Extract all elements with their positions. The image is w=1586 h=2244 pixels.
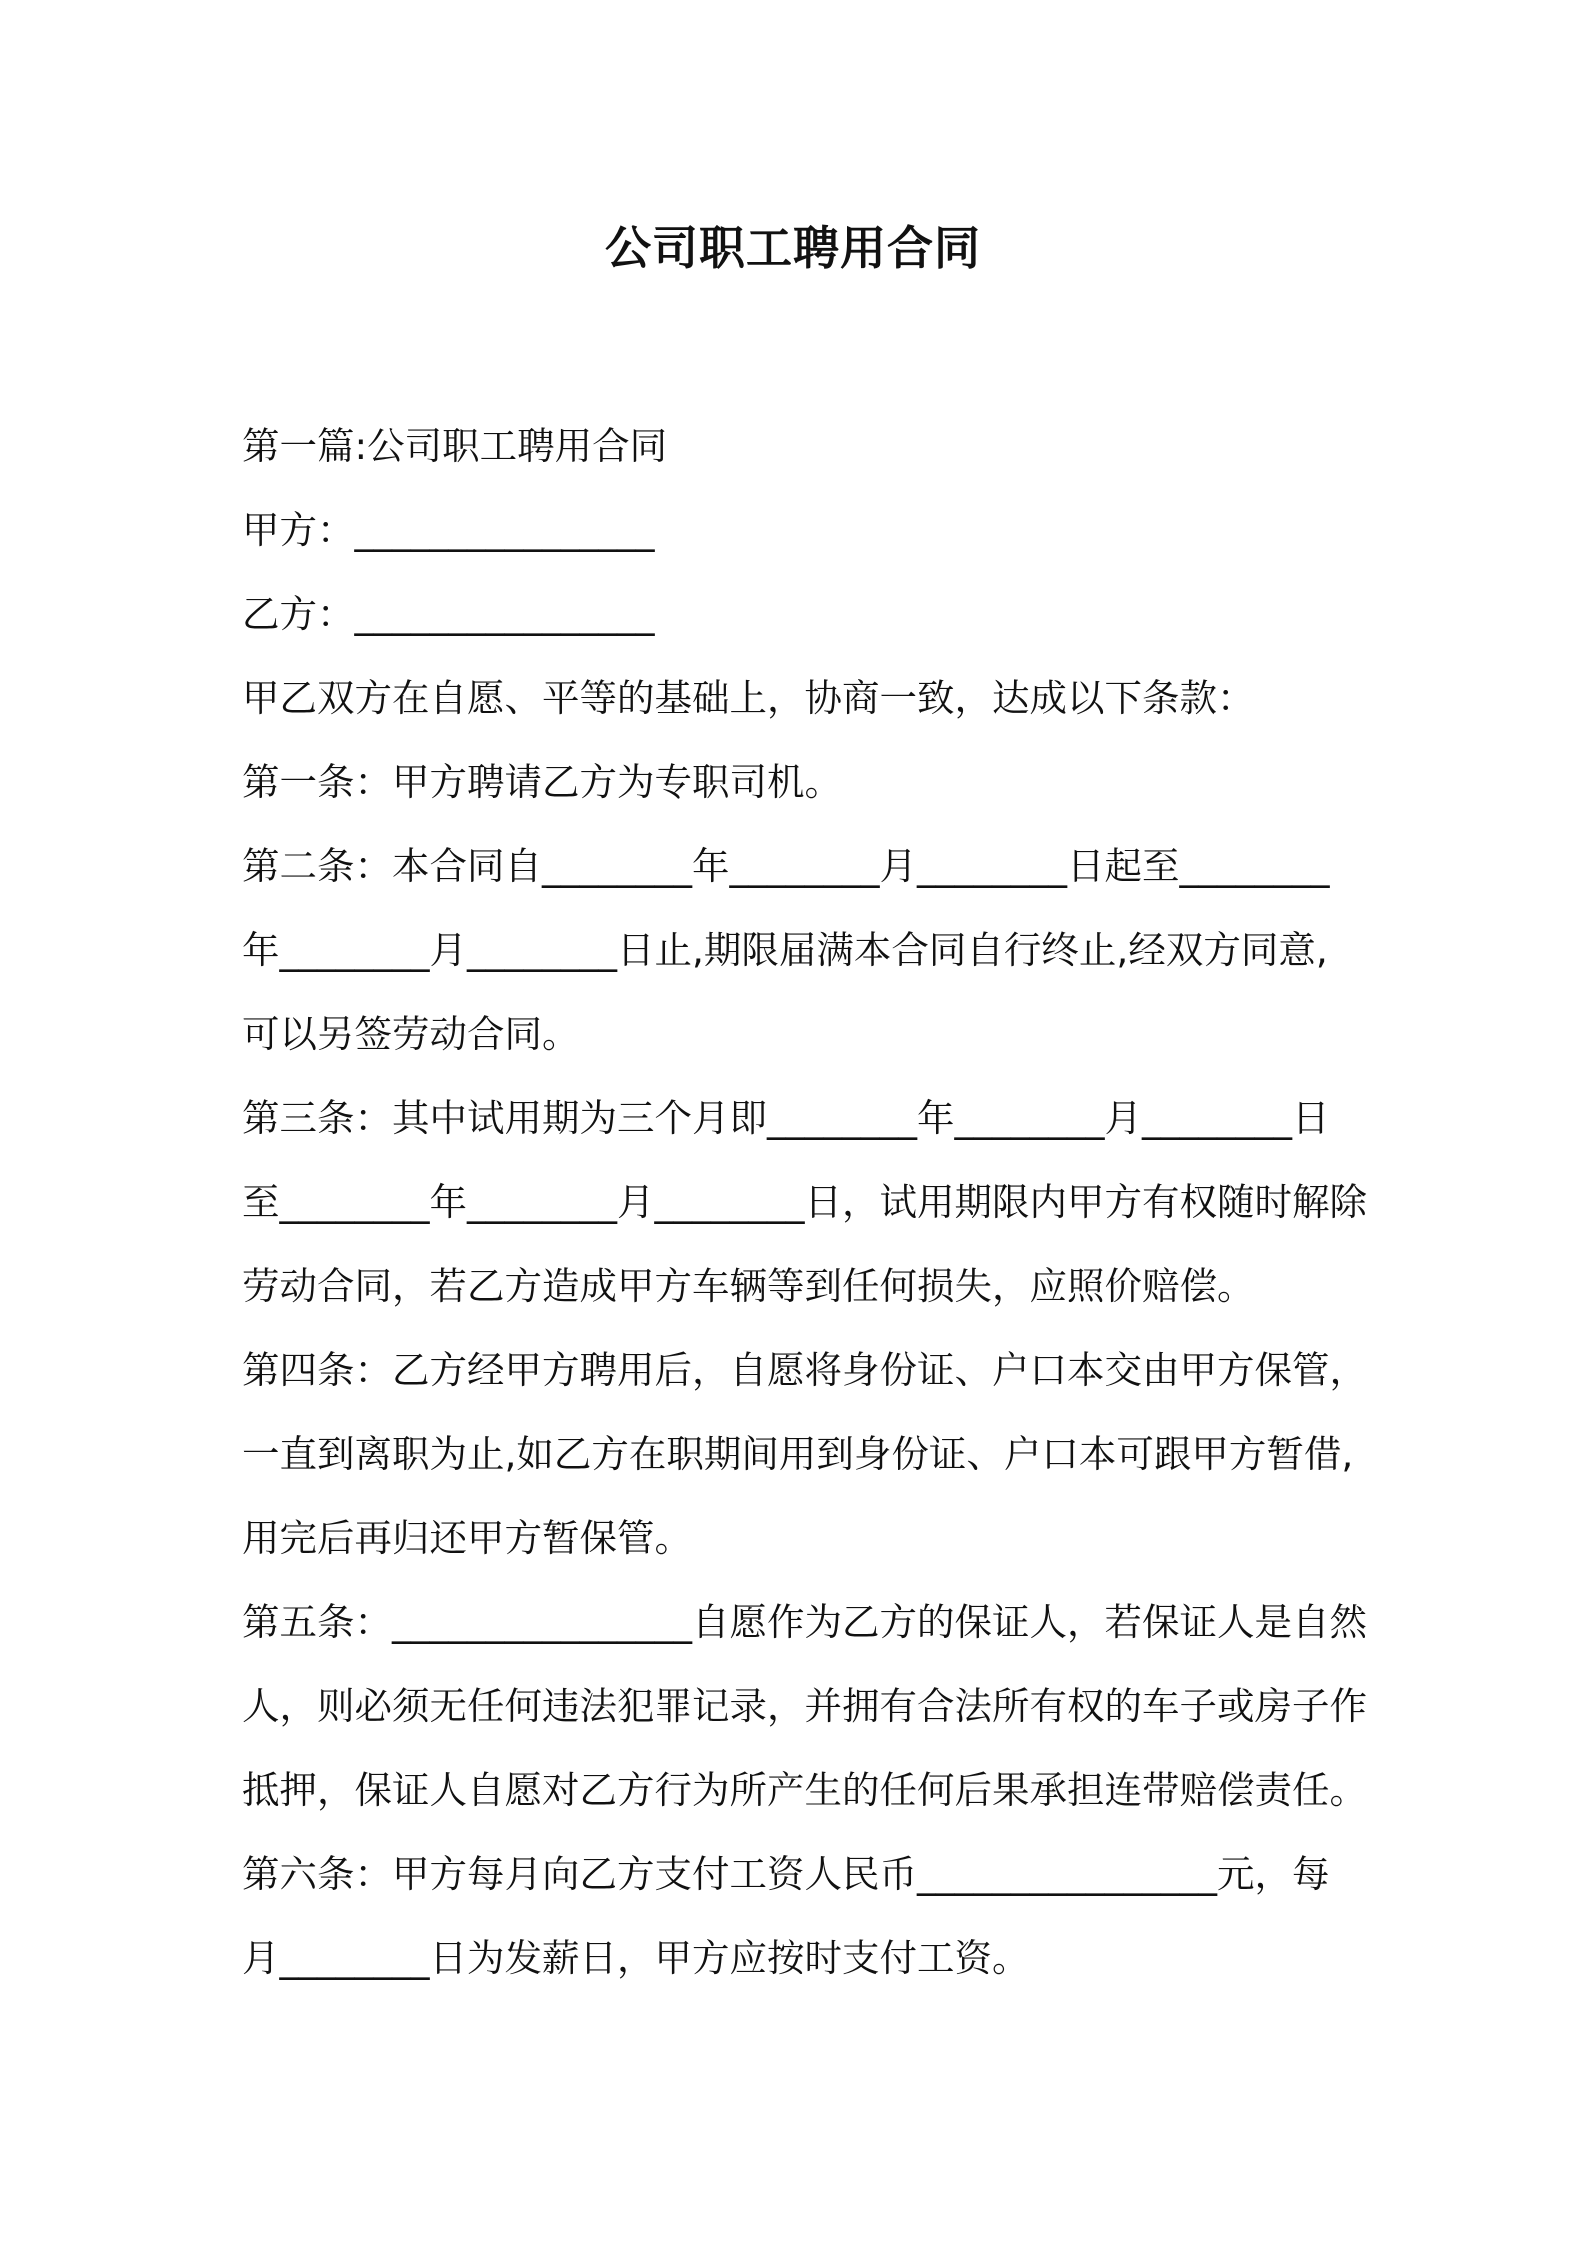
party-a-line: 甲方：________________ <box>242 508 655 552</box>
document-title: 公司职工聘用合同 <box>605 221 981 275</box>
article-1-line: 第一条：甲方聘请乙方为专职司机。 <box>242 760 842 804</box>
article-5-line-2: 人，则必须无任何违法犯罪记录，并拥有合法所有权的车子或房子作 <box>242 1684 1367 1728</box>
article-3-line-1: 第三条：其中试用期为三个月即________年________月________日 <box>242 1096 1330 1140</box>
article-2-line-1: 第二条：本合同自________年________月________日起至________ <box>242 844 1330 888</box>
article-5-line-1: 第五条：________________自愿作为乙方的保证人，若保证人是自然 <box>242 1600 1367 1644</box>
article-4-line-3: 用完后再归还甲方暂保管。 <box>242 1516 692 1560</box>
article-6-line-1: 第六条：甲方每月向乙方支付工资人民币________________元，每 <box>242 1852 1330 1896</box>
section-heading: 第一篇:公司职工聘用合同 <box>242 424 668 468</box>
preamble-line: 甲乙双方在自愿、平等的基础上，协商一致，达成以下条款： <box>242 676 1255 720</box>
article-2-line-3: 可以另签劳动合同。 <box>242 1012 580 1056</box>
article-3-line-2: 至________年________月________日，试用期限内甲方有权随时解除 <box>242 1180 1367 1224</box>
document-body <box>242 404 1367 2000</box>
article-2-line-2: 年________月________日止,期限届满本合同自行终止,经双方同意, <box>242 928 1328 972</box>
article-4-line-1: 第四条：乙方经甲方聘用后，自愿将身份证、户口本交由甲方保管， <box>242 1348 1367 1392</box>
article-6-line-2: 月________日为发薪日，甲方应按时支付工资。 <box>242 1936 1030 1980</box>
article-4-line-2: 一直到离职为止,如乙方在职期间用到身份证、户口本可跟甲方暂借, <box>242 1432 1354 1476</box>
party-b-line: 乙方：________________ <box>242 592 655 636</box>
article-3-line-3: 劳动合同，若乙方造成甲方车辆等到任何损失，应照价赔偿。 <box>242 1264 1255 1308</box>
article-5-line-3: 抵押，保证人自愿对乙方行为所产生的任何后果承担连带赔偿责任。 <box>242 1768 1367 1812</box>
